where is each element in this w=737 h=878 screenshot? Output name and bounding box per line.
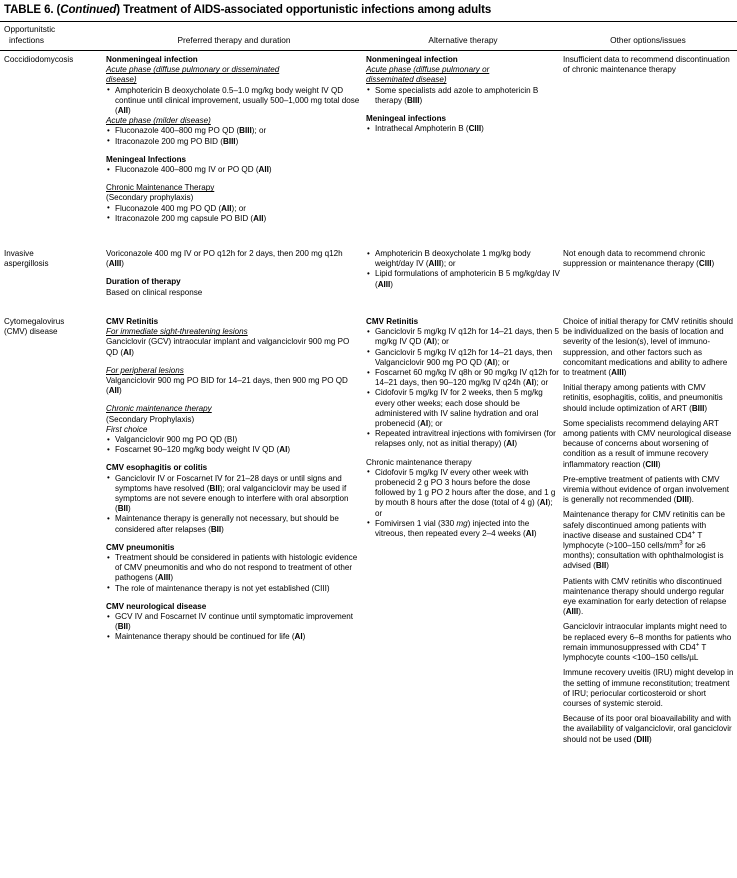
- paragraph-text2: T lymphocyte counts <100–150 cells/µL: [563, 642, 707, 663]
- row1-alternative-therapy: [366, 55, 560, 134]
- row2-other-options: [563, 249, 735, 269]
- list-item: • Fomivirsen 1 vial (330 mg) injected into the vitreous, then repeated every 2–4 weeks (AI): [366, 519, 560, 539]
- title-continued: Continued: [60, 4, 117, 16]
- heading: CMV neurological disease: [106, 601, 207, 611]
- paragraph: Insufficient data to recommend discontinuation of chronic maintenance therapy: [563, 55, 730, 75]
- paragraph-text: Pre-emptive treatment of patients with CMV viremia without evidence of organ involvement is generally not recommended (: [563, 474, 730, 505]
- condition-line1: Invasive: [4, 249, 34, 258]
- heading: Meningeal infections: [366, 114, 447, 124]
- list-item: [366, 388, 560, 429]
- list-item: • GCV IV and Foscarnet IV continue until symptomatic improvement (BII): [106, 612, 362, 632]
- list-item: • Foscarnet 90–120 mg/kg body weight IV QD (AI): [106, 445, 362, 455]
- list-item: [366, 348, 560, 368]
- paragraph-text: Ganciclovir (GCV) intraocular implant and valganciclovir 900 mg PO QD (: [106, 337, 350, 357]
- subheading-first-choice: First choice: [106, 424, 148, 434]
- evidence-code: CIII: [645, 459, 658, 469]
- list-item-text: Intrathecal Amphoterin B (: [375, 124, 469, 134]
- heading: CMV esophagitis or colitis: [106, 463, 208, 473]
- column-header-preferred-therapy: Preferred therapy and duration: [177, 35, 291, 45]
- list-item: • Itraconazole 200 mg PO BID (BIII): [106, 137, 362, 147]
- superscript-plus: +: [691, 529, 696, 537]
- list-item: • Repeated intravitreal injections with fomivirsen (for relapses only, not as initial therapy) (AI): [366, 429, 560, 449]
- table-header-row: [0, 22, 737, 50]
- list-item-tail: ); or: [533, 378, 549, 388]
- heading: Meningeal Infections: [106, 154, 187, 164]
- list-item: [366, 327, 560, 347]
- evidence-code: AII: [253, 213, 264, 223]
- list-item-text: Ganciclovir IV or Foscarnet IV for 21–28 days or until signs and symptoms have resolved (: [115, 473, 342, 493]
- subheading: Acute phase (milder disease): [106, 116, 211, 126]
- list-item: • Amphotericin B deoxycholate 0.5–1.0 mg/kg body weight IV QD continue until clinical improvement, usually 500–1,000 mg total dose (AII): [106, 86, 362, 117]
- list-item-text: Amphotericin B deoxycholate 1 mg/kg body weight/day IV (: [375, 249, 531, 269]
- heading: Chronic maintenance therapy: [366, 457, 472, 467]
- list-item: • Lipid formulations of amphotericin B 5 mg/kg/day IV (AIII): [366, 269, 560, 289]
- column-header-alternative-therapy: Alternative therapy: [428, 35, 498, 45]
- title-prefix: TABLE 6. (: [4, 4, 61, 16]
- subheading-note: (Secondary Prophylaxis): [106, 414, 195, 424]
- superscript-plus: +: [695, 641, 700, 649]
- paragraph: [563, 622, 735, 663]
- heading: Duration of therapy: [106, 277, 181, 287]
- list-item: • Valganciclovir 900 mg PO QD (BI): [106, 435, 362, 445]
- paragraph-text: Because of its poor oral bioavailability and with the availability of valganciclovir, oral ganciclovir should not be used (: [563, 714, 732, 744]
- evidence-code: AI: [426, 337, 435, 347]
- subheading: For immediate sight-threatening lesions: [106, 327, 248, 337]
- evidence-code: CIII: [698, 259, 712, 269]
- superscript-cubed: 3: [679, 539, 683, 547]
- condition-line1: Cytomegalovirus: [4, 317, 65, 326]
- bullet-list: [366, 124, 560, 134]
- list-item: • Itraconazole 200 mg capsule PO BID (AII): [106, 214, 362, 224]
- list-item: [366, 468, 560, 519]
- evidence-code: BIII: [691, 403, 705, 413]
- paragraph: Choice of initial therapy for CMV retinitis should be individualized on the basis of location and severity of the lesion(s), level of immuno-suppression, and other factors such as concomitant medications and ability to adhere to treatment (AIII): [563, 317, 734, 378]
- paragraph: Based on clinical response: [106, 287, 203, 297]
- evidence-code: CIII: [468, 124, 482, 134]
- subheading-cont: disease): [106, 75, 137, 85]
- evidence-code: BII: [595, 561, 607, 571]
- paragraph: Ganciclovir (GCV) intraocular implant and valganciclovir 900 mg PO QD (AI): [106, 337, 350, 357]
- evidence-code: AI: [279, 445, 288, 455]
- page-title: [0, 0, 737, 21]
- list-item: • Maintenance therapy is generally not necessary, but should be considered after relapses (BII): [106, 514, 362, 534]
- bullet-list: [366, 86, 560, 106]
- list-item-text: Ganciclovir 5 mg/kg IV q12h for 14–21 days, then Valganciclovir 900 mg PO QD (: [375, 347, 553, 367]
- bullet-list: [366, 327, 560, 449]
- paragraph-text: Valganciclovir 900 mg PO BID for 14–21 days, then 900 mg PO QD (: [106, 376, 348, 396]
- heading: Chronic Maintenance Therapy: [106, 183, 215, 193]
- evidence-code: AIII: [428, 259, 442, 269]
- paragraph: Initial therapy among patients with CMV retinitis, esophagitis, colitis, and pneumonitis should include optimization of ART (BIII): [563, 383, 723, 413]
- paragraph-text: Not enough data to recommend chronic suppression or maintenance therapy (: [563, 249, 706, 269]
- bullet-list: [366, 249, 560, 290]
- list-item: • Some specialists add azole to amphotericin B therapy (BIII): [366, 86, 560, 106]
- list-item-tail: ); or: [231, 203, 246, 213]
- evidence-code: BIII: [239, 126, 252, 136]
- unit-italic: mg: [456, 518, 468, 528]
- subheading: Acute phase (diffuse pulmonary or: [366, 65, 490, 75]
- list-item-text: Cidofovir 5 mg/kg IV for 2 weeks, then 5 mg/kg every other weeks; each dose should be administered with IV saline hydration and oral probenecid (: [375, 388, 543, 429]
- paragraph: Valganciclovir 900 mg PO BID for 14–21 days, then 900 mg PO QD (AII): [106, 376, 348, 396]
- evidence-code: DIII: [676, 495, 689, 505]
- list-item-text: Some specialists add azole to amphotericin B therapy (: [375, 85, 539, 105]
- paragraph-text: Initial therapy among patients with CMV retinitis, esophagitis, colitis, and pneumonitis should include optimization of ART (: [563, 383, 723, 413]
- bullet-list: [106, 126, 362, 146]
- heading: Nonmeningeal infection: [106, 55, 198, 64]
- row-condition-coccidiodomycosis: Coccidiodomycosis: [4, 55, 74, 64]
- column-header-other-options: Other options/issues: [610, 35, 686, 45]
- list-item-text: Repeated intravitreal injections with fomivirsen (for relapses only, not as initial therapy) (: [375, 429, 556, 449]
- condition-line2: (CMV) disease: [4, 327, 58, 337]
- row3-alternative-therapy: [366, 317, 560, 539]
- list-item: • Intrathecal Amphoterin B (CIII): [366, 124, 560, 134]
- list-item-text: GCV IV and Foscarnet IV continue until symptomatic improvement (: [115, 612, 353, 632]
- heading: Nonmeningeal infection: [366, 55, 458, 64]
- row2-alternative-therapy: [366, 249, 560, 290]
- row2-preferred-therapy: [106, 249, 362, 298]
- evidence-code: AI: [486, 357, 495, 367]
- row-condition-invasive-aspergillosis: [4, 249, 104, 269]
- evidence-code: AI: [539, 498, 548, 508]
- list-item-text: Cidofovir 5 mg/kg IV every other week with probenecid 2 g PO 3 hours before the dose followed by 1 g PO 2 hours after the dose, and 1 g by mouth 8 hours after the dose (total of 4 g) (: [375, 467, 556, 508]
- list-item: [366, 368, 560, 388]
- bullet-list: [106, 612, 362, 643]
- evidence-code: AII: [117, 106, 129, 116]
- list-item-text: Fluconazole 400–800 mg IV or PO QD (: [115, 165, 259, 175]
- paragraph-text: Patients with CMV retinitis who discontinued maintenance therapy should undergo regular eye examination for early detection of relapse (: [563, 576, 727, 617]
- list-item-tail: ); or: [375, 498, 553, 518]
- paragraph-text: Choice of initial therapy for CMV retinitis should be individualized on the basis of location and severity of the lesion(s), level of immuno-suppression, and other factors such as concomitant medications and ability to adhere to treatment (: [563, 317, 734, 378]
- col1-head-line1: Opportunitstic: [4, 24, 56, 34]
- evidence-code: BII: [117, 504, 129, 514]
- bullet-list: [106, 86, 362, 117]
- table-row: [0, 249, 737, 317]
- row1-preferred-therapy: [106, 55, 362, 224]
- evidence-code: BII: [117, 622, 129, 632]
- list-item-text: Foscarnet 60 mg/kg IV q8h or 90 mg/kg IV q12h for 14–21 days, then 90–120 mg/kg IV q24h (: [375, 368, 560, 388]
- subheading: Acute phase (diffuse pulmonary or disseminated: [106, 65, 280, 75]
- evidence-code: AI: [525, 529, 534, 539]
- list-item-text2: ); oral valganciclovir may be used if symptoms are not severe enough to interfere with oral absorption (: [115, 483, 349, 514]
- paragraph: Maintenance therapy for CMV retinitis can be safely discontinued among patients with inactive disease and sustained CD4+ T lymphocyte (>100–150 cells/$mm^3$ for ≥6 months); consultation with ophthalmologist is advised (BII): [563, 510, 725, 571]
- paragraph: Immune recovery uveitis (IRU) might develop in the setting of immune reconstitution; treatment of IRU; periocular corticosteroid or short courses of systemic steroid.: [563, 668, 734, 708]
- paragraph: Not enough data to recommend chronic suppression or maintenance therapy (CIII): [563, 249, 715, 269]
- heading: CMV pneumonitis: [106, 542, 175, 552]
- list-item-text: Ganciclovir 5 mg/kg IV q12h for 14–21 days, then 5 mg/kg IV QD (: [375, 327, 560, 347]
- list-item-tail: ); or: [251, 126, 267, 136]
- paragraph-text: Voriconazole 400 mg IV or PO q12h for 2 days, then 200 mg q12h (: [106, 249, 343, 269]
- list-item: [106, 126, 362, 136]
- row3-other-options: [563, 317, 735, 745]
- paragraph: [563, 577, 735, 618]
- paragraph-text3: for ≥6 months); consultation with ophthalmologist is advised (: [563, 541, 724, 571]
- heading: CMV Retinitis: [106, 317, 159, 326]
- list-item-text: Maintenance therapy is generally not necessary, but should be considered after relapses (: [115, 514, 339, 534]
- bullet-list: [106, 474, 362, 535]
- list-item: [366, 249, 560, 269]
- list-item-tail: ); or: [434, 337, 449, 347]
- table-row: [0, 55, 737, 249]
- evidence-code: AIII: [565, 607, 579, 617]
- evidence-code: BIII: [406, 95, 420, 105]
- paragraph-text: Some specialists recommend delaying ART among patients with CMV neurological disease because of concerns about worsening of condition as a result of immune recovery inflammatory reaction (: [563, 418, 732, 469]
- evidence-code: BII: [209, 483, 220, 493]
- list-item: • Ganciclovir IV or Foscarnet IV for 21–28 days or until signs and symptoms have resolved (BII); oral valganciclovir may be used if symptoms are not severe enough to interfere with oral absorption (BII): [106, 474, 362, 515]
- list-item: • Treatment should be considered in patients with histologic evidence of CMV pneumonitis and who do not respond to treatment of other pathogens (AIII): [106, 553, 362, 584]
- evidence-code: AI: [506, 439, 515, 449]
- evidence-code: AII: [258, 165, 269, 175]
- title-suffix: ) Treatment of AIDS-associated opportunistic infections among adults: [116, 4, 492, 16]
- list-item: • Maintenance therapy should be continued for life (AI): [106, 632, 362, 642]
- evidence-code: AI: [525, 378, 534, 388]
- paragraph: [563, 475, 735, 506]
- evidence-code: AII: [108, 386, 120, 396]
- list-item-tail: ); or: [494, 357, 510, 367]
- paragraph-text: Ganciclovir intraocular implants might need to be replaced every 6–8 months for patients who remain immunosuppressed with CD4: [563, 622, 732, 652]
- list-item-tail: ); or: [441, 259, 456, 269]
- list-item-text: Amphotericin B deoxycholate 0.5–1.0 mg/kg body weight IV QD continue until clinical improvement, usually 500–1,000 mg total dose (: [115, 85, 360, 116]
- evidence-code: AI: [294, 632, 303, 642]
- paragraph: Because of its poor oral bioavailability and with the availability of valganciclovir, oral ganciclovir should not be used (DIII): [563, 714, 732, 744]
- paragraph: Some specialists recommend delaying ART among patients with CMV neurological disease because of concerns about worsening of condition as a result of immune recovery inflammatory reaction (CIII): [563, 418, 732, 469]
- list-item-text2: ) injected into the vitreous, then repeated every 2–4 weeks (: [375, 518, 530, 539]
- row-condition-cmv-disease: [4, 317, 104, 337]
- heading: CMV Retinitis: [366, 317, 419, 326]
- col1-head-line2: infections: [9, 34, 45, 45]
- evidence-code: AI: [420, 419, 429, 429]
- paragraph-tail: ).: [578, 607, 584, 617]
- table-row: [0, 317, 737, 877]
- list-item-text: Itraconazole 200 mg PO BID (: [115, 136, 223, 146]
- subheading: Chronic maintenance therapy: [106, 404, 212, 414]
- paragraph-text2: T lymphocyte (>100–150 cells/mm: [563, 530, 703, 551]
- evidence-code: BII: [210, 524, 222, 534]
- subheading: (Secondary prophylaxis): [106, 193, 194, 203]
- bullet-list: [106, 435, 362, 455]
- list-item-text: Fomivirsen 1 vial (330: [375, 518, 457, 528]
- list-item-tail: ); or: [428, 419, 443, 429]
- evidence-code: DIII: [636, 734, 649, 744]
- paragraph-tail: ).: [688, 495, 694, 505]
- paragraph: Voriconazole 400 mg IV or PO q12h for 2 days, then 200 mg q12h (AIII): [106, 249, 343, 269]
- list-item-text: Lipid formulations of amphotericin B 5 mg/kg/day IV (: [375, 269, 560, 289]
- list-item-text: Foscarnet 90–120 mg/kg body weight IV QD (: [115, 445, 280, 455]
- list-item: [106, 204, 362, 214]
- bullet-list: [106, 165, 362, 175]
- list-item-text: Itraconazole 200 mg capsule PO BID (: [115, 213, 254, 223]
- list-item-text: Treatment should be considered in patients with histologic evidence of CMV pneumonitis and who do not respond to treatment of other pathogens (: [115, 553, 358, 583]
- condition-line2: aspergillosis: [4, 259, 49, 269]
- bullet-list: [106, 204, 362, 224]
- list-item-text: Fluconazole 400–800 mg PO QD (: [115, 126, 240, 136]
- list-item-text: Maintenance therapy should be continued for life (: [115, 632, 295, 642]
- evidence-code: AII: [221, 203, 232, 213]
- subheading-cont: disseminated disease): [366, 75, 447, 85]
- evidence-code: AI: [123, 347, 132, 357]
- row1-other-options: [563, 55, 735, 75]
- list-item-text: Fluconazole 400 mg PO QD (: [115, 203, 222, 213]
- row3-preferred-therapy: [106, 317, 362, 643]
- evidence-code: AIII: [611, 368, 624, 378]
- column-header-opportunistic-infections: [4, 24, 104, 45]
- paragraph-text: Maintenance therapy for CMV retinitis can be safely discontinued among patients with inactive disease and sustained CD4: [563, 510, 725, 540]
- subheading: For peripheral lesions: [106, 365, 184, 375]
- evidence-code: AIII: [157, 573, 171, 583]
- evidence-code: AIII: [108, 259, 122, 269]
- table-body: [0, 51, 737, 877]
- list-item: • The role of maintenance therapy is not yet established (CIII): [106, 584, 362, 594]
- bullet-list: [366, 468, 560, 539]
- evidence-code: BIII: [222, 136, 236, 146]
- bullet-list: [106, 553, 362, 594]
- evidence-code: AIII: [377, 279, 391, 289]
- list-item: • Fluconazole 400–800 mg IV or PO QD (AII): [106, 165, 362, 175]
